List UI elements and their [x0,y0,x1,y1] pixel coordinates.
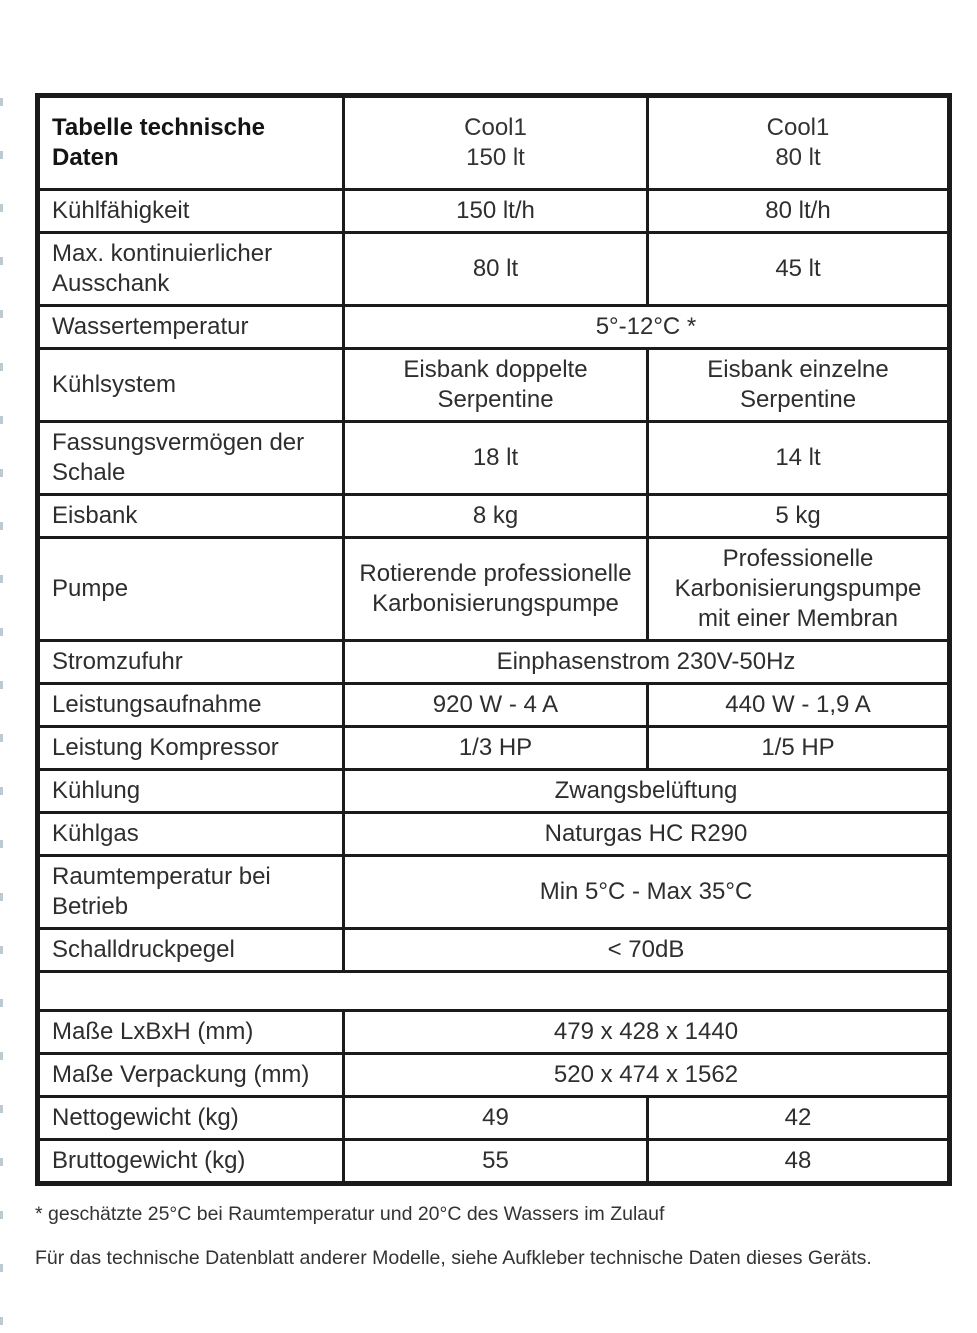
row-value-col1: 1/3 HP [344,727,648,770]
spec-row [38,233,950,306]
spec-row [38,727,950,770]
row-value-col2: 80 lt/h [648,190,950,233]
row-label: Kühlgas [38,813,344,856]
product-capacity: 150 lt [466,144,525,171]
row-value-col1: Rotierende professionelle Karbonisierungspumpe [344,538,648,641]
spec-row [38,349,950,422]
spec-row [38,929,950,972]
spec-table-body [38,96,950,1184]
row-value-col1: Eisbank doppelte Serpentine [344,349,648,422]
row-value-merged: Zwangsbelüftung [344,770,950,813]
spec-row [38,1097,950,1140]
row-value-merged: Naturgas HC R290 [344,813,950,856]
spec-row [38,641,950,684]
row-label: Max. kontinuierlicher Ausschank [38,233,344,306]
row-label: Nettogewicht (kg) [38,1097,344,1140]
product-model: Cool1 [766,114,830,141]
row-value-col2: 42 [648,1097,950,1140]
row-label: Fassungsvermögen der Schale [38,422,344,495]
row-value-col2: 48 [648,1140,950,1184]
spec-row [38,770,950,813]
table-title: Tabelle technische Daten [38,96,344,190]
spec-row [38,684,950,727]
row-value-col2: 14 lt [648,422,950,495]
row-label: Maße LxBxH (mm) [38,1011,344,1054]
spacer-row [38,972,950,1011]
spec-row [38,1140,950,1184]
page-root [0,93,977,1333]
water-temperature-footnote: * geschätzte 25°C bei Raumtemperatur und 20°C des Wassers im Zulauf [35,1203,665,1225]
row-value-col1: 8 kg [344,495,648,538]
spec-row [38,190,950,233]
row-label: Pumpe [38,538,344,641]
row-value-col2: 440 W - 1,9 A [648,684,950,727]
row-label: Wassertemperatur [38,306,344,349]
footnotes [35,1203,977,1271]
row-label: Maße Verpackung (mm) [38,1054,344,1097]
row-value-col1: 49 [344,1097,648,1140]
row-value-merged: 479 x 428 x 1440 [344,1011,950,1054]
product-capacity: 80 lt [775,144,821,171]
spec-row [38,422,950,495]
technical-data-table [35,93,952,1186]
row-value-col2: Professionelle Karbonisierungspumpe mit einer Membran [648,538,950,641]
row-value-col1: 55 [344,1140,648,1184]
spec-row [38,1054,950,1097]
row-value-merged: 5°-12°C * [344,306,950,349]
row-label: Kühlfähigkeit [38,190,344,233]
row-label: Kühlung [38,770,344,813]
row-value-col2: Eisbank einzelne Serpentine [648,349,950,422]
row-value-col2: 45 lt [648,233,950,306]
row-value-merged: 520 x 474 x 1562 [344,1054,950,1097]
spec-row [38,813,950,856]
row-value-merged: Min 5°C - Max 35°C [344,856,950,929]
row-label: Bruttogewicht (kg) [38,1140,344,1184]
row-label: Stromzufuhr [38,641,344,684]
spec-row [38,495,950,538]
row-label: Eisbank [38,495,344,538]
row-label: Kühlsystem [38,349,344,422]
product-model: Cool1 [464,114,527,141]
spec-row [38,538,950,641]
row-value-col1: 920 W - 4 A [344,684,648,727]
row-value-col1: 150 lt/h [344,190,648,233]
row-value-merged: < 70dB [344,929,950,972]
row-value-col1: 80 lt [344,233,648,306]
product-column-1 [344,96,648,190]
spacer-cell [38,972,950,1011]
row-value-col2: 1/5 HP [648,727,950,770]
spec-row [38,1011,950,1054]
row-value-merged: Einphasenstrom 230V-50Hz [344,641,950,684]
spec-row [38,306,950,349]
row-value-col2: 5 kg [648,495,950,538]
row-label: Leistung Kompressor [38,727,344,770]
product-column-2 [648,96,950,190]
row-value-col1: 18 lt [344,422,648,495]
row-label: Schalldruckpegel [38,929,344,972]
header-row [38,96,950,190]
page-edge-scan-marks [0,98,3,1328]
other-models-footnote: Für das technische Datenblatt anderer Modelle, siehe Aufkleber technische Daten dieses Geräts. [35,1247,872,1270]
row-label: Leistungsaufnahme [38,684,344,727]
spec-row [38,856,950,929]
row-label: Raumtemperatur bei Betrieb [38,856,344,929]
